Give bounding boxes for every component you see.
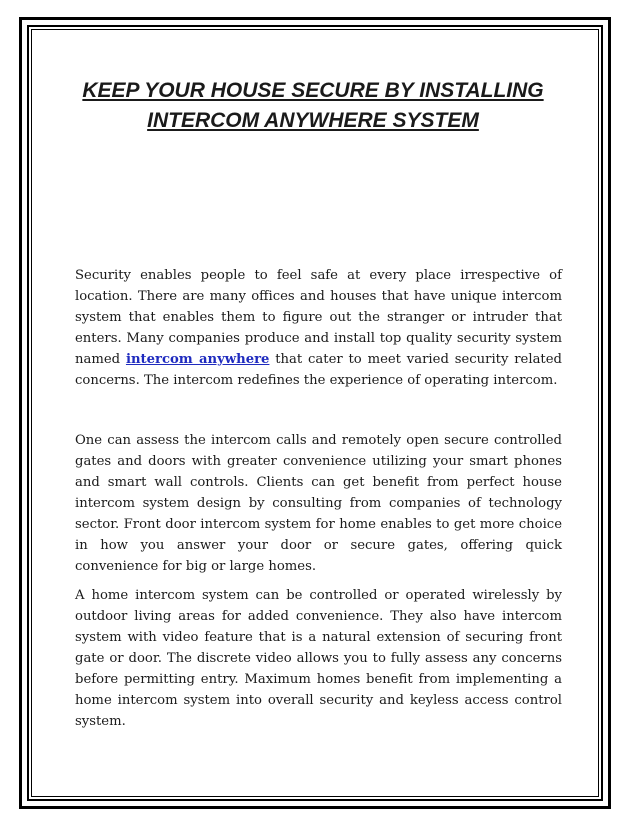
document-title	[60, 76, 566, 136]
intercom-anywhere-link[interactable]: intercom anywhere	[125, 352, 270, 367]
title-line-1: KEEP YOUR HOUSE SECURE BY INSTALLING	[82, 79, 544, 102]
title-line-2: INTERCOM ANYWHERE SYSTEM	[147, 109, 479, 132]
paragraph-3: A home intercom system can be controlled or operated wirelessly by outdoor living areas for added convenience. They also have intercom system with video feature that is a natural extension of securing front gate or door. The discrete video allows you to fully assess any concerns before permitting entry. Maximum homes benefit from implementing a home intercom system into overall security and keyless access control system.	[75, 588, 562, 729]
paragraph-2: One can assess the intercom calls and remotely open secure controlled gates and doors with greater convenience utilizing your smart phones and smart wall controls. Clients can get benefit from perfect house intercom system design by consulting from companies of technology sector. Front door intercom system for home enables to get more choice in how you answer your door or secure gates, offering quick convenience for big or large homes.	[75, 433, 562, 574]
paragraph-1-text-before-link: Security enables people to feel safe at every place irrespective of location. There are many offices and houses that have unique intercom system that enables them to figure out the stranger or intruder that enters. Many companies produce and install top quality security system named	[75, 268, 562, 367]
paragraph-1	[75, 265, 562, 391]
paragraph-1-text-after-link: that cater to meet varied security related concerns. The intercom redefines the experience of operating intercom.	[75, 352, 562, 388]
